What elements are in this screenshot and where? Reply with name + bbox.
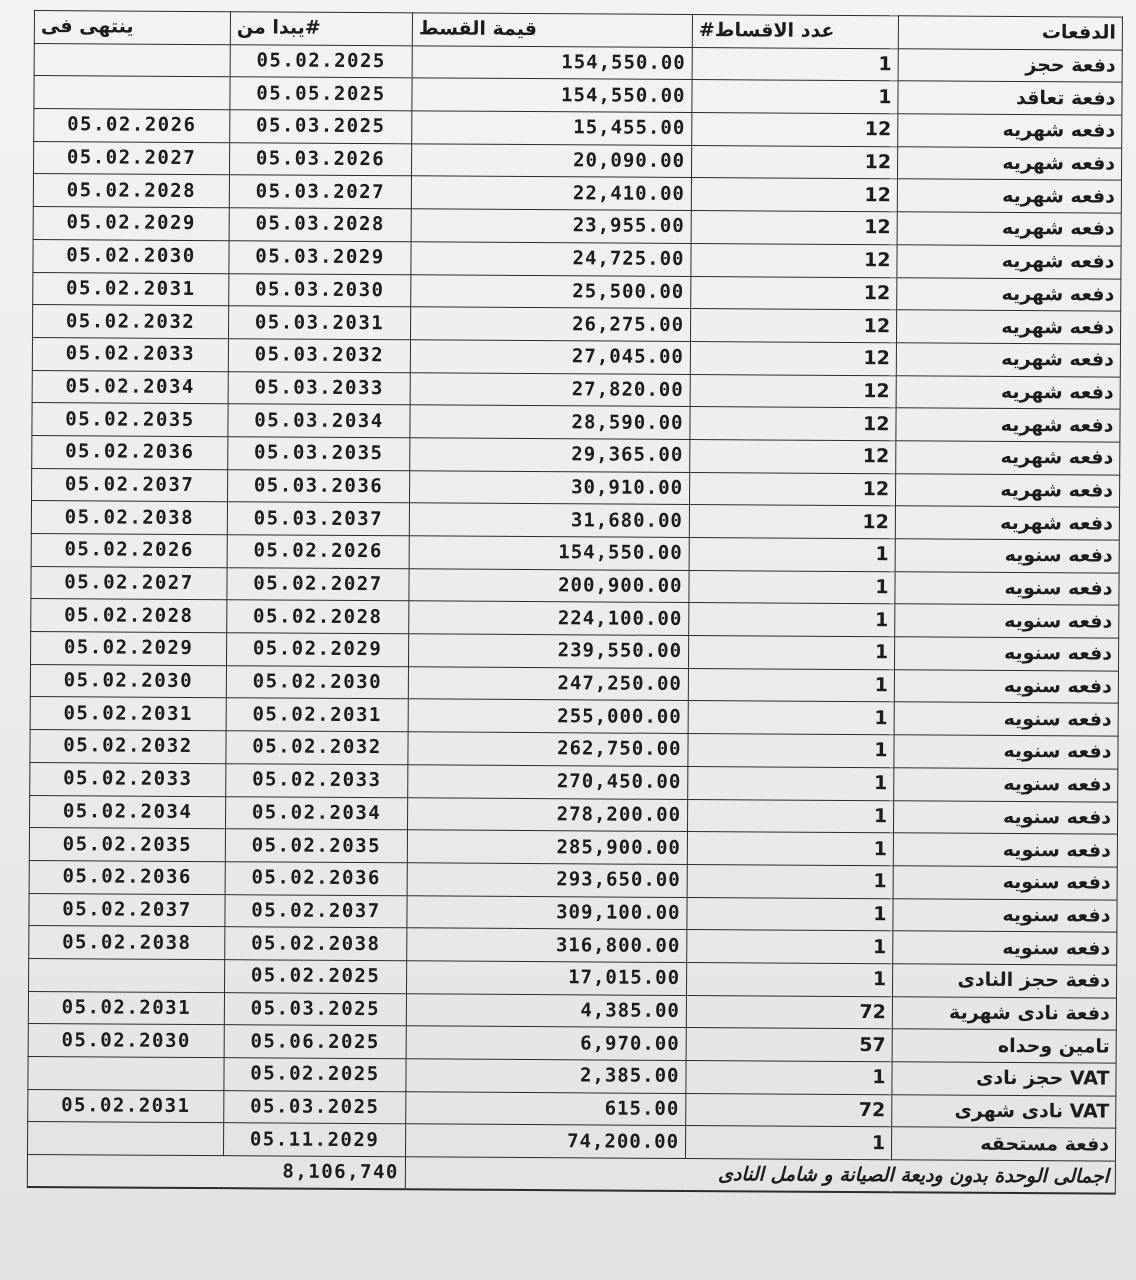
- payment-type-cell: دفعه سنويه: [894, 768, 1118, 802]
- payment-type-cell: دفعه سنويه: [894, 637, 1118, 671]
- payment-type-cell: دفعه سنويه: [895, 539, 1119, 573]
- payment-type-cell: دفعه شهريه: [896, 310, 1120, 344]
- payment-type-cell: VAT نادى شهرى: [892, 1094, 1116, 1128]
- count-cell: 12: [691, 178, 897, 212]
- payment-type-cell: دفعه شهريه: [896, 408, 1120, 442]
- start-date-cell: 05.02.2029: [226, 633, 408, 667]
- count-cell: 1: [687, 799, 893, 833]
- start-date-cell: 05.03.2026: [229, 142, 411, 176]
- amount-cell: 27,820.00: [410, 372, 690, 406]
- count-cell: 12: [689, 505, 895, 539]
- amount-cell: 30,910.00: [409, 470, 689, 504]
- schedule-body: [28, 43, 1123, 1161]
- start-date-cell: 05.03.2028: [229, 208, 411, 242]
- amount-cell: 24,725.00: [411, 242, 691, 276]
- count-cell: 1: [686, 1061, 892, 1095]
- count-cell: 12: [690, 407, 896, 441]
- payment-type-cell: دفعه شهريه: [897, 212, 1121, 246]
- amount-cell: 247,250.00: [408, 667, 688, 701]
- payment-type-cell: دفعه شهريه: [897, 277, 1121, 311]
- end-date-cell: 05.02.2027: [31, 566, 227, 600]
- amount-cell: 74,200.00: [406, 1124, 686, 1158]
- count-cell: 1: [687, 832, 893, 866]
- count-cell: 1: [692, 80, 898, 114]
- count-cell: 1: [688, 701, 894, 735]
- end-date-cell: 05.02.2036: [32, 435, 228, 469]
- amount-cell: 29,365.00: [410, 438, 690, 472]
- start-date-cell: 05.02.2025: [225, 960, 407, 994]
- count-cell: 1: [687, 864, 893, 898]
- total-label: اجمالى الوحدة بدون وديعة الصيانة و شامل النادى: [405, 1157, 1115, 1194]
- amount-cell: 20,090.00: [411, 144, 691, 178]
- start-date-cell: 05.05.2025: [230, 77, 412, 111]
- end-date-cell: 05.02.2031: [33, 272, 229, 306]
- count-cell: 1: [687, 930, 893, 964]
- start-date-cell: 05.03.2036: [227, 469, 409, 503]
- start-date-cell: 05.03.2027: [229, 175, 411, 209]
- start-date-cell: 05.11.2029: [224, 1123, 406, 1157]
- end-date-cell: [29, 958, 225, 992]
- count-cell: 12: [691, 243, 897, 277]
- start-date-cell: 05.02.2034: [226, 796, 408, 830]
- end-date-cell: 05.02.2033: [30, 762, 226, 796]
- payment-type-cell: دفعه سنويه: [893, 866, 1117, 900]
- amount-cell: 15,455.00: [412, 111, 692, 145]
- amount-cell: 4,385.00: [406, 993, 686, 1027]
- amount-cell: 262,750.00: [408, 732, 688, 766]
- amount-cell: 31,680.00: [409, 503, 689, 537]
- payment-type-cell: دفعه سنويه: [893, 800, 1117, 834]
- amount-cell: 224,100.00: [409, 601, 689, 635]
- amount-cell: 23,955.00: [411, 209, 691, 243]
- header-payment-type: الدفعات: [898, 16, 1122, 50]
- payment-type-cell: دفعه سنويه: [894, 735, 1118, 769]
- count-cell: 1: [686, 962, 892, 996]
- amount-cell: 28,590.00: [410, 405, 690, 439]
- amount-cell: 154,550.00: [412, 78, 692, 112]
- count-cell: 12: [689, 472, 895, 506]
- start-date-cell: 05.02.2030: [226, 665, 408, 699]
- end-date-cell: 05.02.2026: [31, 533, 227, 567]
- end-date-cell: 05.02.2035: [29, 828, 225, 862]
- amount-cell: 25,500.00: [411, 274, 691, 308]
- start-date-cell: 05.02.2027: [227, 567, 409, 601]
- start-date-cell: 05.03.2025: [224, 992, 406, 1026]
- start-date-cell: 05.06.2025: [224, 1025, 406, 1059]
- count-cell: 12: [691, 145, 897, 179]
- end-date-cell: 05.02.2028: [31, 599, 227, 633]
- count-cell: 12: [692, 113, 898, 147]
- payment-type-cell: دفعه سنويه: [893, 931, 1117, 965]
- end-date-cell: 05.02.2037: [29, 893, 225, 927]
- end-date-cell: 05.02.2028: [33, 174, 229, 208]
- payment-type-cell: دفعه سنويه: [894, 702, 1118, 736]
- amount-cell: 200,900.00: [409, 568, 689, 602]
- header-end-date: ينتهى فى: [34, 11, 230, 45]
- start-date-cell: 05.03.2025: [224, 1090, 406, 1124]
- end-date-cell: 05.02.2036: [29, 860, 225, 894]
- amount-cell: 285,900.00: [407, 830, 687, 864]
- amount-cell: 154,550.00: [412, 45, 692, 79]
- payment-type-cell: دفعه شهريه: [898, 114, 1122, 148]
- payment-type-cell: دفعه سنويه: [894, 670, 1118, 704]
- count-cell: 1: [688, 636, 894, 670]
- end-date-cell: 05.02.2035: [32, 403, 228, 437]
- start-date-cell: 05.03.2029: [229, 241, 411, 275]
- count-cell: 12: [691, 276, 897, 310]
- payment-type-cell: دفعة نادى شهرية: [892, 996, 1116, 1030]
- end-date-cell: 05.02.2033: [32, 337, 228, 371]
- payment-type-cell: دفعه شهريه: [896, 375, 1120, 409]
- payment-schedule-table: [27, 10, 1123, 1195]
- count-cell: 1: [689, 570, 895, 604]
- start-date-cell: 05.02.2038: [225, 927, 407, 961]
- end-date-cell: 05.02.2032: [33, 305, 229, 339]
- amount-cell: 316,800.00: [407, 928, 687, 962]
- amount-cell: 26,275.00: [410, 307, 690, 341]
- end-date-cell: 05.02.2037: [32, 468, 228, 502]
- end-date-cell: 05.02.2026: [34, 109, 230, 143]
- end-date-cell: 05.02.2038: [29, 926, 225, 960]
- payment-type-cell: دفعه سنويه: [895, 571, 1119, 605]
- amount-cell: 27,045.00: [410, 340, 690, 374]
- payment-type-cell: دفعه شهريه: [897, 179, 1121, 213]
- end-date-cell: [28, 1056, 224, 1090]
- count-cell: 1: [685, 1126, 891, 1160]
- payment-type-cell: VAT حجز نادى: [892, 1062, 1116, 1096]
- start-date-cell: 05.03.2034: [228, 404, 410, 438]
- amount-cell: 22,410.00: [411, 176, 691, 210]
- start-date-cell: 05.02.2025: [224, 1058, 406, 1092]
- amount-cell: 154,550.00: [409, 536, 689, 570]
- count-cell: 1: [692, 47, 898, 81]
- amount-cell: 270,450.00: [408, 765, 688, 799]
- start-date-cell: 05.03.2025: [230, 110, 412, 144]
- start-date-cell: 05.02.2031: [226, 698, 408, 732]
- end-date-cell: [28, 1122, 224, 1156]
- payment-type-cell: دفعة مستحقه: [891, 1127, 1115, 1161]
- count-cell: 72: [686, 1093, 892, 1127]
- count-cell: 12: [690, 309, 896, 343]
- start-date-cell: 05.02.2025: [230, 44, 412, 78]
- start-date-cell: 05.02.2032: [226, 731, 408, 765]
- payment-type-cell: دفعه شهريه: [897, 245, 1121, 279]
- count-cell: 12: [691, 211, 897, 245]
- header-installment-amount: قيمة القسط: [412, 13, 692, 47]
- count-cell: 1: [687, 897, 893, 931]
- start-date-cell: 05.02.2037: [225, 894, 407, 928]
- count-cell: 1: [688, 734, 894, 768]
- payment-type-cell: دفعه شهريه: [895, 473, 1119, 507]
- start-date-cell: 05.02.2026: [227, 535, 409, 569]
- payment-type-cell: دفعة حجز: [898, 48, 1122, 82]
- end-date-cell: 05.02.2031: [28, 991, 224, 1025]
- end-date-cell: [34, 76, 230, 110]
- end-date-cell: 05.02.2029: [33, 207, 229, 241]
- payment-type-cell: دفعه سنويه: [893, 833, 1117, 867]
- end-date-cell: 05.02.2030: [30, 664, 226, 698]
- count-cell: 1: [688, 766, 894, 800]
- end-date-cell: 05.02.2030: [33, 239, 229, 273]
- start-date-cell: 05.03.2032: [228, 339, 410, 373]
- count-cell: 12: [690, 374, 896, 408]
- amount-cell: 309,100.00: [407, 895, 687, 929]
- payment-type-cell: دفعه شهريه: [896, 343, 1120, 377]
- amount-cell: 255,000.00: [408, 699, 688, 733]
- end-date-cell: 05.02.2031: [30, 697, 226, 731]
- start-date-cell: 05.03.2030: [229, 273, 411, 307]
- payment-type-cell: دفعه شهريه: [896, 441, 1120, 475]
- count-cell: 1: [688, 668, 894, 702]
- payment-type-cell: دفعه شهريه: [895, 506, 1119, 540]
- amount-cell: 6,970.00: [406, 1026, 686, 1060]
- amount-cell: 615.00: [406, 1091, 686, 1125]
- start-date-cell: 05.03.2031: [228, 306, 410, 340]
- count-cell: 1: [689, 538, 895, 572]
- end-date-cell: 05.02.2029: [31, 632, 227, 666]
- count-cell: 12: [690, 341, 896, 375]
- start-date-cell: 05.03.2033: [228, 371, 410, 405]
- payment-type-cell: تامين وحداه: [892, 1029, 1116, 1063]
- end-date-cell: [34, 43, 230, 77]
- end-date-cell: 05.02.2038: [31, 501, 227, 535]
- count-cell: 1: [689, 603, 895, 637]
- count-cell: 57: [686, 1028, 892, 1062]
- end-date-cell: 05.02.2034: [30, 795, 226, 829]
- payment-type-cell: دفعة تعاقد: [898, 81, 1122, 115]
- start-date-cell: 05.03.2035: [228, 437, 410, 471]
- payment-type-cell: دفعة حجز النادى: [892, 964, 1116, 998]
- payment-type-cell: دفعه سنويه: [893, 898, 1117, 932]
- end-date-cell: 05.02.2034: [32, 370, 228, 404]
- amount-cell: 239,550.00: [408, 634, 688, 668]
- header-installment-count: عدد الاقساط#: [692, 15, 898, 49]
- start-date-cell: 05.02.2036: [225, 862, 407, 896]
- header-start-date: #يبدا من: [230, 12, 412, 46]
- amount-cell: 2,385.00: [406, 1059, 686, 1093]
- count-cell: 12: [690, 439, 896, 473]
- payment-type-cell: دفعه سنويه: [895, 604, 1119, 638]
- start-date-cell: 05.02.2028: [227, 600, 409, 634]
- amount-cell: 278,200.00: [407, 797, 687, 831]
- end-date-cell: 05.02.2031: [28, 1089, 224, 1123]
- payment-type-cell: دفعه شهريه: [897, 147, 1121, 181]
- start-date-cell: 05.02.2035: [225, 829, 407, 863]
- end-date-cell: 05.02.2027: [33, 141, 229, 175]
- end-date-cell: 05.02.2032: [30, 730, 226, 764]
- total-row: [27, 1155, 1115, 1194]
- total-value: 8,106,740: [27, 1155, 405, 1190]
- start-date-cell: 05.03.2037: [227, 502, 409, 536]
- count-cell: 72: [686, 995, 892, 1029]
- start-date-cell: 05.02.2033: [226, 763, 408, 797]
- end-date-cell: 05.02.2030: [28, 1024, 224, 1058]
- amount-cell: 293,650.00: [407, 863, 687, 897]
- amount-cell: 17,015.00: [406, 961, 686, 995]
